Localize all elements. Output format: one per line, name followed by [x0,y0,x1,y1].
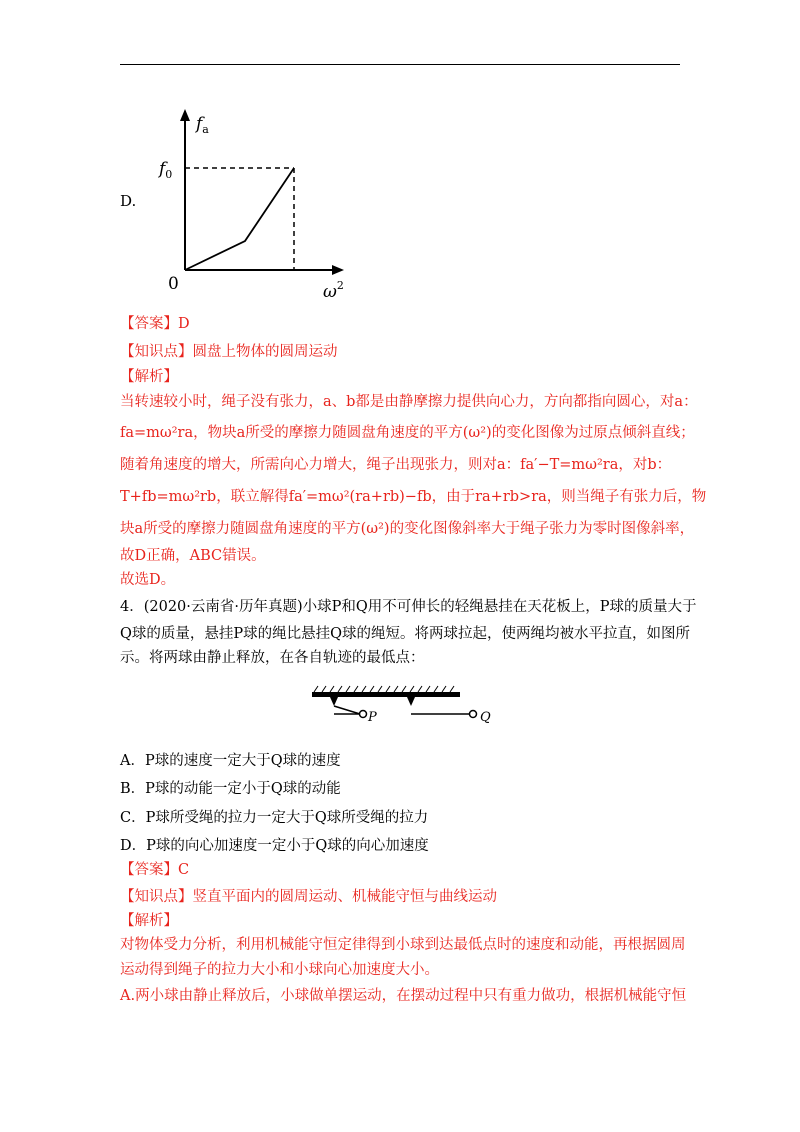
q3-analysis-line-3: 随着角速度的增大，所需向心力增大，绳子出现张力，则对a：fa′−T=mω²ra，对b： [120,457,672,473]
x-axis-label: $\omega^2$ [323,279,344,302]
q3-analysis-line-1: 当转速较小时，绳子没有张力，a、b都是由静摩擦力提供向心力，方向都指向圆心，对a： [120,394,698,410]
p-ball [360,711,367,718]
f0-label: $f_0$ [159,159,173,181]
q3-analysis-line-5: 块a所受的摩擦力随圆盘角速度的平方(ω²)的变化图像斜率大于绳子张力为零时图像斜率， [120,521,695,537]
q-label: Q [480,710,491,725]
q3-analysis-line-4: T+fb=mω²rb，联立解得fa′=mω²(ra+rb)−fb，由于ra+rb>ra，则当绳子有张力后，物 [120,489,707,505]
q4-stem-line-3: 示。将两球由静止释放，在各自轨迹的最低点： [120,650,425,666]
ceiling [312,692,460,697]
graph-line [185,168,294,270]
header-rule [120,64,680,65]
q3-analysis-line-6: 故D正确，ABC错误。 [120,548,266,564]
q-hook [407,697,415,706]
q4-analysis-line-3: A.两小球由静止释放后，小球做单摆运动，在摆动过程中只有重力做功，根据机械能守恒 [120,988,687,1004]
p-string [334,706,360,714]
friction-graph [160,105,360,305]
pendulum-figure [310,686,510,728]
q3-knowledge: 【知识点】圆盘上物体的圆周运动 [120,344,338,360]
x-axis-arrow [332,265,344,275]
ceiling-hatch [314,686,454,692]
q4-option-c: C．P球所受绳的拉力一定大于Q球所受绳的拉力 [120,810,429,826]
q3-answer: 【答案】D [120,316,190,332]
q4-stem-line-2: Q球的质量，悬挂P球的绳比悬挂Q球的绳短。将两球拉起，使两绳均被水平拉直，如图所 [120,626,691,642]
p-label: P [368,710,377,725]
q4-option-d: D．P球的向心加速度一定小于Q球的向心加速度 [120,838,429,854]
q3-analysis-line-7: 故选D。 [120,572,176,588]
q4-analysis-title: 【解析】 [120,913,178,929]
q4-stem-line-1: 4．(2020·云南省·历年真题)小球P和Q用不可伸长的轻绳悬挂在天花板上，P球的质量大于 [120,599,697,615]
y-axis-arrow [180,109,190,121]
q4-knowledge: 【知识点】竖直平面内的圆周运动、机械能守恒与曲线运动 [120,889,497,905]
origin-label: 0 [168,274,179,294]
q4-option-a: A．P球的速度一定大于Q球的速度 [120,753,341,769]
q4-analysis-line-1: 对物体受力分析，利用机械能守恒定律得到小球到达最低点时的速度和动能，再根据圆周 [120,937,686,953]
q4-option-b: B．P球的动能一定小于Q球的动能 [120,781,341,797]
q3-analysis-title: 【解析】 [120,369,178,385]
option-d-label: D. [120,192,137,210]
q4-analysis-line-2: 运动得到绳子的拉力大小和小球向心加速度大小。 [120,962,439,978]
y-axis-label: $f_a$ [196,114,209,136]
q-ball [470,711,477,718]
p-hook [330,697,338,706]
q3-analysis-line-2: fa=mω²ra，物块a所受的摩擦力随圆盘角速度的平方(ω²)的变化图像为过原点倾斜直线； [120,425,695,441]
q4-answer: 【答案】C [120,862,190,878]
